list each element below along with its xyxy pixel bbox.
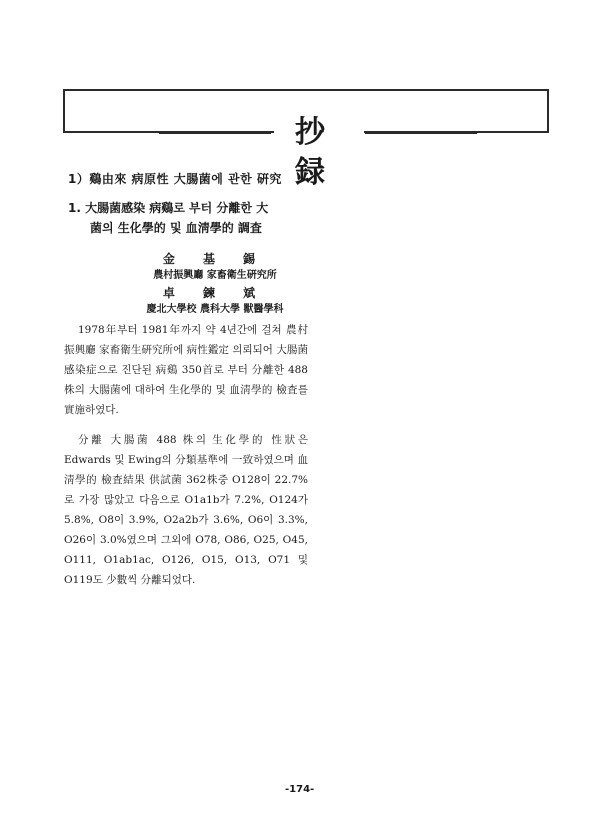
abstract-body (64, 320, 308, 600)
title-rule-right (365, 132, 477, 134)
author-name: 金 基 錫 (162, 252, 268, 266)
author-affiliation: 農村振興廳 家畜衛生硏究所 (153, 270, 277, 281)
page-number: -174- (285, 784, 315, 795)
author-block (146, 250, 284, 318)
section-title: 抄 録 (274, 113, 364, 153)
title-rule-left (159, 132, 271, 134)
article-heading: 1）鷄由來 病原性 大腸菌에 관한 硏究 (68, 172, 282, 186)
author-affiliation: 慶北大學校 農科大學 獸醫學科 (146, 304, 284, 315)
article-subheading (68, 198, 308, 238)
subheading-line-1: 1. 大腸菌感染 病鷄로 부터 分離한 大 (68, 201, 269, 215)
subheading-line-2: 菌의 生化學的 및 血淸學的 調査 (90, 221, 262, 235)
author-name: 卓 鍊 斌 (162, 286, 268, 300)
abstract-paragraph: 分離 大腸菌 488 株의 生化學的 性狀은 Edwards 및 Ewing의 分類基準에 一致하였으며 血淸學的 檢査結果 供試菌 362株중 O128이 22.7%로 가장 많았고 다음으로 O1a1b가 7.2%, O124가 5.8%, O8이 3.9%, O2a2b가 3.6%, O6이 3.3%, O26이 3.0%였으며 그외에 O78, O86, O25, O45, O111, O1ab1ac, O126, O15, O13, O71 및 O119도 少數씩 分離되었다. (64, 434, 308, 586)
abstract-paragraph: 1978年부터 1981年까지 약 4년간에 걸쳐 農村振興廳 家畜衛生硏究所에 病性鑑定 의뢰되어 大腸菌感染症으로 진단된 病鷄 350首로 부터 分離한 488 株의 大腸菌에 대하여 生化學的 및 血淸學的 檢査를 實施하였다. (64, 324, 308, 416)
